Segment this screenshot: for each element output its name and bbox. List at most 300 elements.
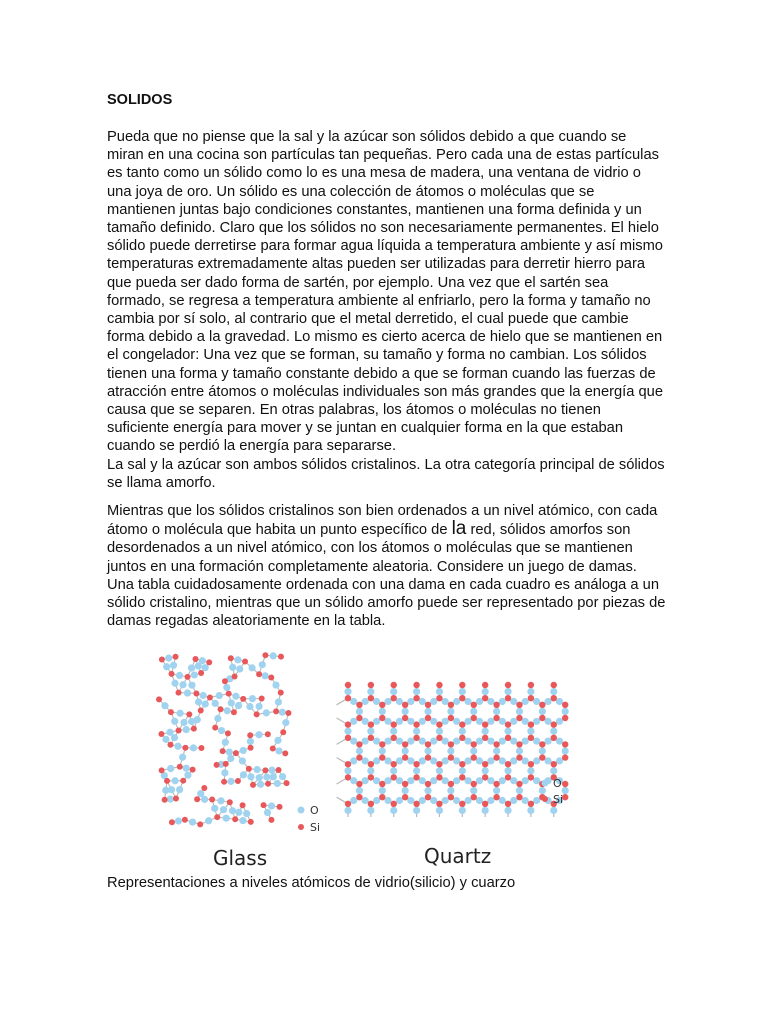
quartz-oxygen-atom bbox=[464, 738, 471, 745]
quartz-oxygen-atom bbox=[482, 767, 489, 774]
quartz-oxygen-atom bbox=[453, 797, 460, 804]
quartz-oxygen-atom bbox=[430, 777, 437, 784]
glass-oxygen-atom bbox=[190, 744, 197, 751]
quartz-oxygen-atom bbox=[533, 738, 540, 745]
glass-oxygen-atom bbox=[168, 786, 175, 793]
quartz-oxygen-atom bbox=[522, 698, 529, 705]
glass-oxygen-atom bbox=[243, 810, 250, 817]
quartz-silicon-atom bbox=[391, 735, 397, 741]
quartz-silicon-atom bbox=[493, 702, 499, 708]
quartz-oxygen-atom bbox=[504, 767, 511, 774]
quartz-silicon-atom bbox=[345, 735, 351, 741]
quartz-oxygen-atom bbox=[373, 757, 380, 764]
glass-oxygen-atom bbox=[167, 765, 174, 772]
quartz-oxygen-atom bbox=[533, 777, 540, 784]
quartz-oxygen-atom bbox=[430, 718, 437, 725]
glass-silicon-atom bbox=[169, 819, 175, 825]
glass-silicon-atom bbox=[223, 761, 229, 767]
quartz-oxygen-atom bbox=[527, 767, 534, 774]
quartz-silicon-atom bbox=[356, 754, 362, 760]
quartz-oxygen-atom bbox=[396, 777, 403, 784]
glass-silicon-atom bbox=[176, 727, 182, 733]
glass-silicon-atom bbox=[278, 690, 284, 696]
quartz-silicon-atom bbox=[345, 801, 351, 807]
quartz-oxygen-atom bbox=[550, 767, 557, 774]
glass-silicon-atom bbox=[167, 742, 173, 748]
glass-silicon-atom bbox=[173, 654, 179, 660]
quartz-silicon-atom bbox=[482, 695, 488, 701]
glass-silicon-atom bbox=[240, 696, 246, 702]
quartz-oxygen-atom bbox=[362, 777, 369, 784]
quartz-oxygen-atom bbox=[459, 728, 466, 735]
quartz-silicon-atom bbox=[413, 695, 419, 701]
glass-oxygen-atom bbox=[232, 693, 239, 700]
glass-oxygen-atom bbox=[163, 663, 170, 670]
quartz-silicon-atom bbox=[528, 735, 534, 741]
glass-silicon-atom bbox=[173, 796, 179, 802]
quartz-silicon-atom bbox=[528, 721, 534, 727]
quartz-oxygen-atom bbox=[436, 767, 443, 774]
glass-oxygen-atom bbox=[256, 703, 263, 710]
quartz-silicon-atom bbox=[505, 735, 511, 741]
quartz-silicon-atom bbox=[482, 735, 488, 741]
quartz-oxygen-atom bbox=[447, 747, 454, 754]
quartz-oxygen-atom bbox=[527, 807, 534, 814]
glass-oxygen-atom bbox=[194, 716, 201, 723]
glass-silicon-atom bbox=[248, 745, 254, 751]
glass-oxygen-atom bbox=[229, 807, 236, 814]
quartz-silicon-atom bbox=[528, 682, 534, 688]
glass-oxygen-atom bbox=[279, 709, 286, 716]
quartz-silicon-atom bbox=[562, 715, 568, 721]
quartz-oxygen-atom bbox=[556, 718, 563, 725]
quartz-oxygen-atom bbox=[522, 757, 529, 764]
glass-silicon-atom bbox=[265, 731, 271, 737]
quartz-silicon-atom bbox=[539, 715, 545, 721]
glass-oxygen-atom bbox=[235, 809, 242, 816]
quartz-oxygen-atom bbox=[373, 738, 380, 745]
quartz-silicon-atom bbox=[505, 774, 511, 780]
glass-oxygen-atom bbox=[217, 797, 224, 804]
quartz-oxygen-atom bbox=[459, 688, 466, 695]
glass-oxygen-atom bbox=[179, 681, 186, 688]
quartz-oxygen-atom bbox=[442, 738, 449, 745]
glass-silicon-atom bbox=[194, 796, 200, 802]
glass-oxygen-atom bbox=[223, 815, 230, 822]
quartz-silicon-atom bbox=[562, 741, 568, 747]
glass-silicon-atom bbox=[156, 696, 162, 702]
quartz-oxygen-atom bbox=[539, 747, 546, 754]
glass-oxygen-atom bbox=[228, 699, 235, 706]
quartz-legend-si: Si bbox=[553, 793, 564, 806]
quartz-oxygen-atom bbox=[362, 718, 369, 725]
quartz-oxygen-atom bbox=[510, 698, 517, 705]
glass-oxygen-atom bbox=[272, 681, 279, 688]
quartz-oxygen-atom bbox=[436, 688, 443, 695]
quartz-oxygen-atom bbox=[419, 757, 426, 764]
quartz-oxygen-atom bbox=[384, 797, 391, 804]
glass-oxygen-atom bbox=[254, 766, 261, 773]
quartz-silicon-atom bbox=[391, 682, 397, 688]
quartz-silicon-atom bbox=[459, 735, 465, 741]
quartz-silicon-atom bbox=[368, 774, 374, 780]
glass-silicon-atom bbox=[242, 659, 248, 665]
glass-silicon-atom bbox=[270, 745, 276, 751]
quartz-silicon-atom bbox=[379, 754, 385, 760]
quartz-legend-o-dot bbox=[542, 780, 549, 787]
quartz-oxygen-atom bbox=[442, 797, 449, 804]
glass-silicon-atom bbox=[282, 750, 288, 756]
quartz-silicon-atom bbox=[505, 682, 511, 688]
quartz-silicon-atom bbox=[528, 774, 534, 780]
quartz-oxygen-atom bbox=[464, 718, 471, 725]
glass-silicon-atom bbox=[228, 655, 234, 661]
glass-oxygen-atom bbox=[227, 778, 234, 785]
glass-silicon-atom bbox=[278, 654, 284, 660]
quartz-oxygen-atom bbox=[396, 698, 403, 705]
quartz-silicon-atom bbox=[471, 715, 477, 721]
quartz-silicon-atom bbox=[413, 721, 419, 727]
quartz-silicon-atom bbox=[562, 702, 568, 708]
glass-silicon-atom bbox=[158, 731, 164, 737]
quartz-oxygen-atom bbox=[384, 738, 391, 745]
quartz-oxygen-atom bbox=[424, 708, 431, 715]
glass-oxygen-atom bbox=[180, 719, 187, 726]
quartz-oxygen-atom bbox=[522, 797, 529, 804]
quartz-oxygen-atom bbox=[487, 777, 494, 784]
quartz-oxygen-atom bbox=[476, 738, 483, 745]
paragraph-1-closing: La sal y la azúcar son ambos sólidos cristalinos. La otra categoría principal de sólidos se llama amorfo. bbox=[107, 456, 665, 491]
quartz-oxygen-atom bbox=[350, 718, 357, 725]
quartz-oxygen-atom bbox=[350, 757, 357, 764]
quartz-silicon-atom bbox=[539, 741, 545, 747]
quartz-silicon-atom bbox=[402, 794, 408, 800]
quartz-silicon-atom bbox=[413, 801, 419, 807]
quartz-silicon-atom bbox=[436, 761, 442, 767]
quartz-silicon-atom bbox=[391, 801, 397, 807]
quartz-structure bbox=[337, 682, 569, 817]
quartz-oxygen-atom bbox=[390, 688, 397, 695]
quartz-oxygen-atom bbox=[504, 807, 511, 814]
quartz-oxygen-atom bbox=[539, 787, 546, 794]
quartz-silicon-atom bbox=[493, 715, 499, 721]
glass-silicon-atom bbox=[177, 764, 183, 770]
quartz-silicon-atom bbox=[471, 754, 477, 760]
glass-silicon-atom bbox=[246, 766, 252, 772]
quartz-oxygen-atom bbox=[527, 688, 534, 695]
figure-svg bbox=[140, 645, 600, 880]
glass-silicon-atom bbox=[277, 804, 283, 810]
quartz-oxygen-atom bbox=[464, 777, 471, 784]
quartz-silicon-atom bbox=[516, 715, 522, 721]
glass-oxygen-atom bbox=[195, 698, 202, 705]
quartz-silicon-atom bbox=[516, 741, 522, 747]
quartz-oxygen-atom bbox=[516, 787, 523, 794]
quartz-silicon-atom bbox=[356, 781, 362, 787]
glass-oxygen-atom bbox=[205, 817, 212, 824]
quartz-silicon-atom bbox=[436, 801, 442, 807]
quartz-oxygen-atom bbox=[499, 698, 506, 705]
quartz-silicon-atom bbox=[436, 735, 442, 741]
quartz-oxygen-atom bbox=[562, 747, 569, 754]
glass-silicon-atom bbox=[268, 674, 274, 680]
glass-oxygen-atom bbox=[211, 805, 218, 812]
quartz-oxygen-atom bbox=[550, 728, 557, 735]
quartz-silicon-atom bbox=[448, 715, 454, 721]
quartz-oxygen-atom bbox=[499, 797, 506, 804]
quartz-silicon-atom bbox=[459, 695, 465, 701]
quartz-oxygen-atom bbox=[562, 708, 569, 715]
quartz-oxygen-atom bbox=[407, 738, 414, 745]
glass-silicon-atom bbox=[273, 708, 279, 714]
quartz-silicon-atom bbox=[356, 741, 362, 747]
glass-oxygen-atom bbox=[220, 806, 227, 813]
quartz-silicon-atom bbox=[402, 781, 408, 787]
glass-silicon-atom bbox=[262, 767, 268, 773]
glass-oxygen-atom bbox=[268, 767, 275, 774]
glass-oxygen-atom bbox=[183, 726, 190, 733]
quartz-oxygen-atom bbox=[544, 718, 551, 725]
quartz-oxygen-atom bbox=[533, 718, 540, 725]
quartz-oxygen-atom bbox=[379, 787, 386, 794]
quartz-oxygen-atom bbox=[356, 747, 363, 754]
quartz-silicon-atom bbox=[413, 774, 419, 780]
glass-silicon-atom bbox=[180, 778, 186, 784]
quartz-oxygen-atom bbox=[556, 698, 563, 705]
quartz-silicon-atom bbox=[516, 702, 522, 708]
glass-silicon-atom bbox=[254, 711, 260, 717]
quartz-silicon-atom bbox=[379, 741, 385, 747]
quartz-silicon-atom bbox=[356, 715, 362, 721]
glass-oxygen-atom bbox=[234, 656, 241, 663]
quartz-oxygen-atom bbox=[419, 718, 426, 725]
glass-silicon-atom bbox=[256, 671, 262, 677]
quartz-silicon-atom bbox=[493, 794, 499, 800]
quartz-silicon-atom bbox=[482, 682, 488, 688]
glass-oxygen-atom bbox=[171, 718, 178, 725]
quartz-silicon-atom bbox=[368, 735, 374, 741]
glass-silicon-atom bbox=[285, 710, 291, 716]
document-title: SOLIDOS bbox=[107, 92, 173, 108]
quartz-silicon-atom bbox=[493, 741, 499, 747]
quartz-oxygen-atom bbox=[516, 708, 523, 715]
glass-oxygen-atom bbox=[246, 703, 253, 710]
quartz-oxygen-atom bbox=[419, 698, 426, 705]
glass-oxygen-atom bbox=[167, 796, 174, 803]
quartz-oxygen-atom bbox=[390, 767, 397, 774]
figure-caption: Representaciones a niveles atómicos de vidrio(silicio) y cuarzo bbox=[107, 875, 516, 891]
glass-silicon-atom bbox=[259, 695, 265, 701]
glass-silicon-atom bbox=[247, 732, 253, 738]
quartz-silicon-atom bbox=[402, 741, 408, 747]
quartz-legend-o: O bbox=[553, 777, 562, 790]
quartz-oxygen-atom bbox=[384, 718, 391, 725]
quartz-silicon-atom bbox=[516, 781, 522, 787]
glass-silicon-atom bbox=[212, 725, 218, 731]
quartz-silicon-atom bbox=[448, 794, 454, 800]
quartz-silicon-atom bbox=[379, 702, 385, 708]
quartz-oxygen-atom bbox=[396, 797, 403, 804]
quartz-silicon-atom bbox=[402, 715, 408, 721]
glass-silicon-atom bbox=[159, 657, 165, 663]
quartz-oxygen-atom bbox=[544, 698, 551, 705]
quartz-oxygen-atom bbox=[396, 738, 403, 745]
quartz-silicon-atom bbox=[425, 741, 431, 747]
glass-oxygen-atom bbox=[224, 707, 231, 714]
quartz-oxygen-atom bbox=[379, 708, 386, 715]
glass-silicon-atom bbox=[191, 726, 197, 732]
quartz-oxygen-atom bbox=[442, 757, 449, 764]
quartz-oxygen-atom bbox=[430, 698, 437, 705]
glass-oxygen-atom bbox=[195, 662, 202, 669]
quartz-silicon-atom bbox=[539, 702, 545, 708]
quartz-oxygen-atom bbox=[499, 757, 506, 764]
glass-oxygen-atom bbox=[201, 796, 208, 803]
quartz-silicon-atom bbox=[551, 682, 557, 688]
glass-silicon-atom bbox=[261, 802, 267, 808]
quartz-oxygen-atom bbox=[407, 757, 414, 764]
quartz-oxygen-atom bbox=[470, 787, 477, 794]
quartz-oxygen-atom bbox=[424, 747, 431, 754]
glass-oxygen-atom bbox=[275, 747, 282, 754]
quartz-silicon-atom bbox=[448, 781, 454, 787]
quartz-oxygen-atom bbox=[350, 797, 357, 804]
quartz-silicon-atom bbox=[345, 721, 351, 727]
glass-silicon-atom bbox=[192, 656, 198, 662]
quartz-silicon-atom bbox=[436, 721, 442, 727]
quartz-silicon-atom bbox=[528, 695, 534, 701]
glass-legend-si-dot bbox=[298, 824, 304, 830]
quartz-silicon-atom bbox=[551, 761, 557, 767]
glass-silicon-atom bbox=[214, 814, 220, 820]
quartz-silicon-atom bbox=[459, 774, 465, 780]
quartz-oxygen-atom bbox=[544, 757, 551, 764]
glass-oxygen-atom bbox=[274, 737, 281, 744]
quartz-oxygen-atom bbox=[464, 757, 471, 764]
quartz-silicon-atom bbox=[482, 761, 488, 767]
glass-oxygen-atom bbox=[255, 731, 262, 738]
quartz-oxygen-atom bbox=[367, 807, 374, 814]
quartz-oxygen-atom bbox=[533, 698, 540, 705]
glass-silicon-atom bbox=[198, 670, 204, 676]
quartz-oxygen-atom bbox=[390, 728, 397, 735]
glass-silicon-atom bbox=[248, 819, 254, 825]
glass-oxygen-atom bbox=[183, 765, 190, 772]
glass-oxygen-atom bbox=[274, 780, 281, 787]
glass-silicon-atom bbox=[221, 779, 227, 785]
glass-legend-si: Si bbox=[310, 821, 321, 834]
quartz-oxygen-atom bbox=[442, 698, 449, 705]
quartz-silicon-atom bbox=[551, 695, 557, 701]
quartz-silicon-atom bbox=[379, 781, 385, 787]
quartz-oxygen-atom bbox=[516, 747, 523, 754]
glass-silicon-atom bbox=[168, 709, 174, 715]
quartz-silicon-atom bbox=[528, 801, 534, 807]
quartz-oxygen-atom bbox=[504, 688, 511, 695]
glass-oxygen-atom bbox=[263, 773, 270, 780]
quartz-silicon-atom bbox=[562, 781, 568, 787]
quartz-silicon-atom bbox=[459, 682, 465, 688]
paragraph-1-text: Pueda que no piense que la sal y la azúcar son sólidos debido a que cuando se miran en una cocina son partículas tan pequeñas. Pero cada una de estas partículas es tanto como un sólido como lo es una mesa de madera, una ventana de vidrio o una joya de oro. Un sólido es una colección de átomos o moléculas que se mantienen juntas bajo condiciones constantes, mantienen una forma definida y un tamaño definido. Claro que los sólidos no son necesariamente permanentes. El hielo sólido puede derretirse para formar agua líquida a temperatura ambiente y así mismo temperaturas extremadamente altas pueden ser utilizadas para derretir hierro para que pueda ser dado forma de sartén, por ejemplo. Una vez que el sartén sea formado, se regresa a temperatura ambiente al enfriarlo, pero la forma y tamaño no cambia por sí solo, al contrario que el metal derretido, el cual puede que cambie forma debido a la gravedad. Lo mismo es cierto acerca de hielo que se mantienen en el congelador: Una vez que se forman, su tamaño y forma no cambian. Los sólidos tienen una forma y tamaño constante debido a que se forman cuando las fuerzas de atracción entre átomos o moléculas individuales son más grandes que la energía que causa que se separen. En otras palabras, los átomos o moléculas no tienen suficiente energía para mover y se juntan en cualquier forma en la que estaban cuando se perdió la energía para separarse. bbox=[107, 129, 664, 455]
quartz-oxygen-atom bbox=[356, 787, 363, 794]
glass-silicon-atom bbox=[280, 729, 286, 735]
quartz-silicon-atom bbox=[528, 761, 534, 767]
quartz-silicon-atom bbox=[471, 741, 477, 747]
glass-oxygen-atom bbox=[216, 692, 223, 699]
quartz-oxygen-atom bbox=[482, 688, 489, 695]
quartz-oxygen-atom bbox=[419, 777, 426, 784]
quartz-oxygen-atom bbox=[510, 797, 517, 804]
quartz-silicon-atom bbox=[505, 695, 511, 701]
quartz-oxygen-atom bbox=[453, 698, 460, 705]
quartz-oxygen-atom bbox=[402, 708, 409, 715]
quartz-oxygen-atom bbox=[390, 807, 397, 814]
quartz-oxygen-atom bbox=[487, 797, 494, 804]
quartz-silicon-atom bbox=[482, 801, 488, 807]
quartz-legend-si-dot bbox=[542, 796, 548, 802]
quartz-oxygen-atom bbox=[350, 698, 357, 705]
quartz-silicon-atom bbox=[493, 754, 499, 760]
glass-oxygen-atom bbox=[282, 719, 289, 726]
quartz-oxygen-atom bbox=[499, 718, 506, 725]
glass-oxygen-atom bbox=[262, 672, 269, 679]
quartz-silicon-atom bbox=[482, 774, 488, 780]
quartz-oxygen-atom bbox=[527, 728, 534, 735]
quartz-oxygen-atom bbox=[407, 797, 414, 804]
glass-oxygen-atom bbox=[189, 818, 196, 825]
quartz-silicon-atom bbox=[368, 721, 374, 727]
quartz-oxygen-atom bbox=[499, 738, 506, 745]
quartz-oxygen-atom bbox=[487, 698, 494, 705]
glass-silicon-atom bbox=[197, 821, 203, 827]
quartz-oxygen-atom bbox=[344, 807, 351, 814]
glass-oxygen-atom bbox=[247, 773, 254, 780]
quartz-oxygen-atom bbox=[470, 747, 477, 754]
glass-oxygen-atom bbox=[275, 698, 282, 705]
glass-oxygen-atom bbox=[240, 747, 247, 754]
glass-silicon-atom bbox=[198, 745, 204, 751]
glass-silicon-atom bbox=[201, 785, 207, 791]
quartz-oxygen-atom bbox=[499, 777, 506, 784]
quartz-oxygen-atom bbox=[510, 757, 517, 764]
quartz-oxygen-atom bbox=[373, 698, 380, 705]
glass-oxygen-atom bbox=[188, 664, 195, 671]
quartz-silicon-atom bbox=[471, 794, 477, 800]
glass-silicon-atom bbox=[225, 730, 231, 736]
quartz-oxygen-atom bbox=[533, 757, 540, 764]
glass-silicon-atom bbox=[232, 673, 238, 679]
quartz-silicon-atom bbox=[471, 702, 477, 708]
quartz-silicon-atom bbox=[391, 761, 397, 767]
quartz-oxygen-atom bbox=[419, 797, 426, 804]
paragraph-1 bbox=[107, 128, 667, 492]
quartz-silicon-atom bbox=[425, 781, 431, 787]
glass-oxygen-atom bbox=[218, 727, 225, 734]
quartz-oxygen-atom bbox=[436, 728, 443, 735]
quartz-oxygen-atom bbox=[476, 777, 483, 784]
paragraph-2 bbox=[107, 502, 667, 630]
quartz-oxygen-atom bbox=[384, 757, 391, 764]
quartz-oxygen-atom bbox=[539, 708, 546, 715]
quartz-silicon-atom bbox=[379, 794, 385, 800]
quartz-oxygen-atom bbox=[447, 708, 454, 715]
quartz-silicon-atom bbox=[368, 761, 374, 767]
glass-oxygen-atom bbox=[248, 664, 255, 671]
quartz-oxygen-atom bbox=[384, 698, 391, 705]
quartz-silicon-atom bbox=[356, 794, 362, 800]
quartz-silicon-atom bbox=[436, 682, 442, 688]
glass-oxygen-atom bbox=[175, 817, 182, 824]
